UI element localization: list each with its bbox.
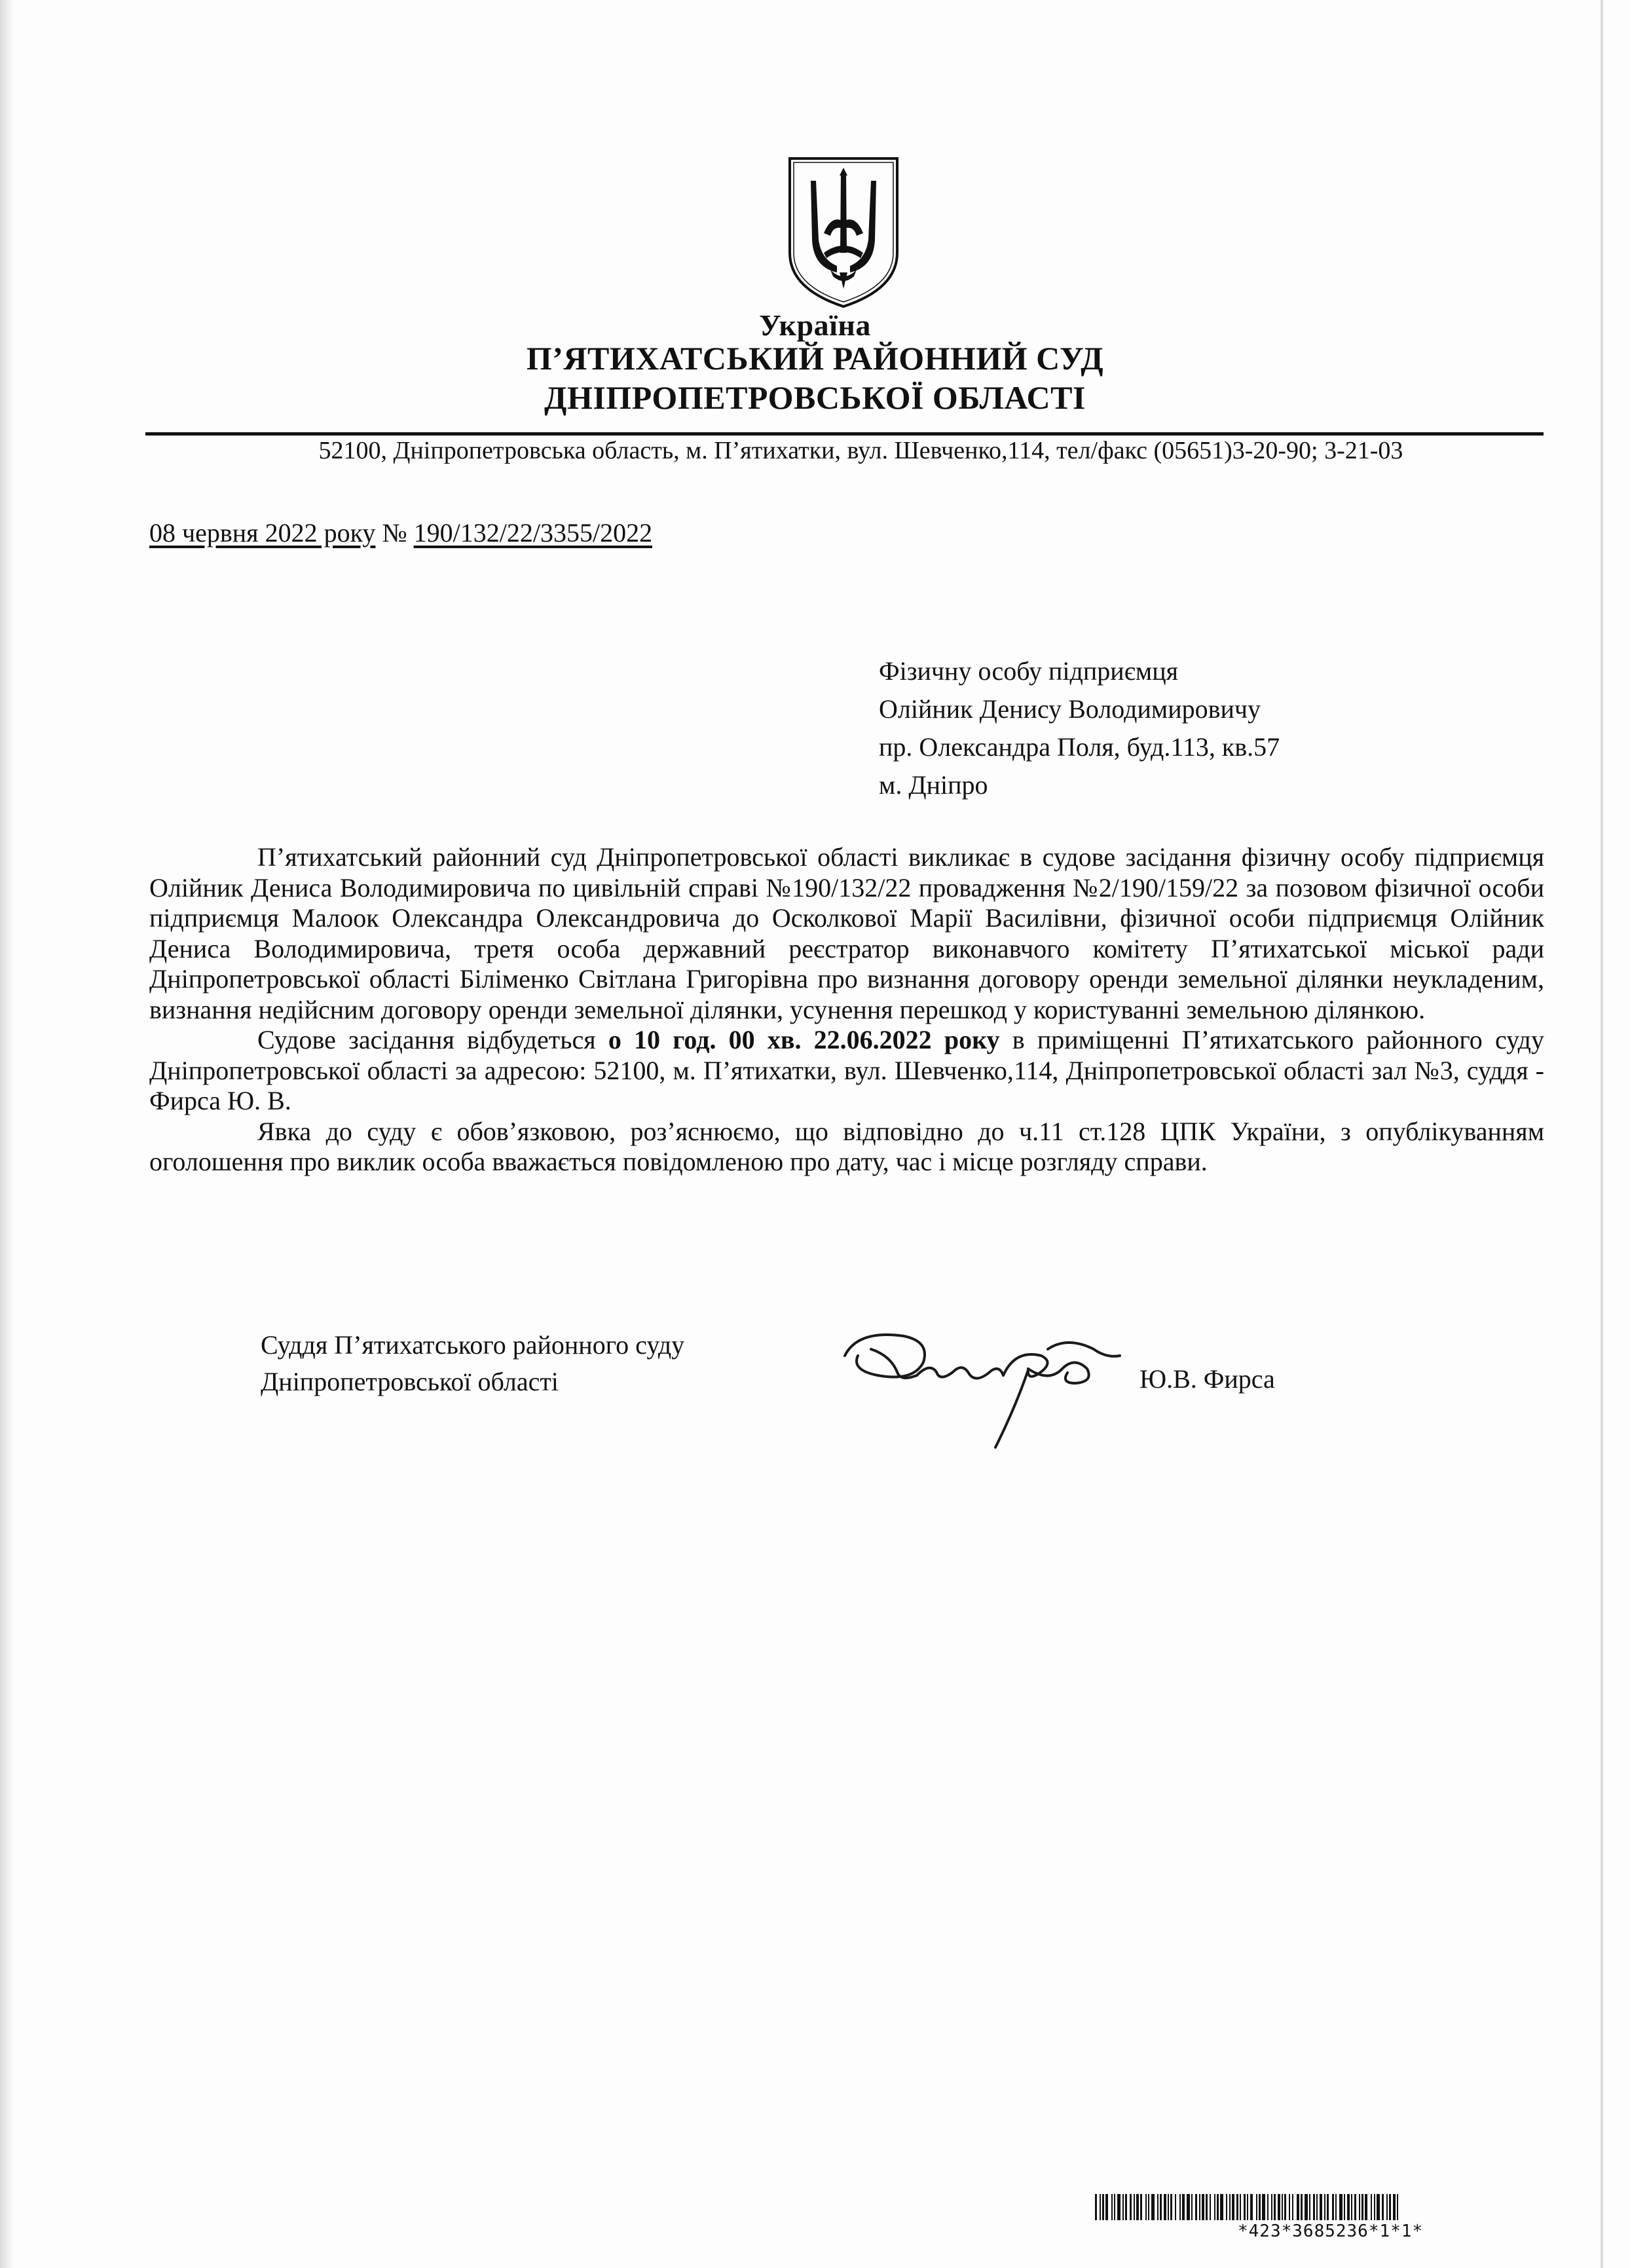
barcode-bar	[1157, 2194, 1158, 2220]
addressee-line: пр. Олександра Поля, буд.113, кв.57	[879, 732, 1280, 762]
barcode-bar	[1195, 2194, 1197, 2220]
barcode-bar	[1199, 2194, 1200, 2220]
barcode-bar	[1206, 2194, 1208, 2220]
barcode-bar	[1148, 2194, 1149, 2220]
barcode-bar	[1202, 2194, 1204, 2220]
document-number: 190/132/22/3355/2022	[413, 518, 653, 548]
barcode-bar	[1371, 2194, 1372, 2220]
trident-coat-of-arms-icon	[785, 155, 902, 310]
header-court-name: П’ЯТИХАТСЬКИЙ РАЙОННИЙ СУД	[526, 340, 1104, 377]
barcode-bar	[1210, 2194, 1211, 2220]
barcode-bar	[1354, 2194, 1356, 2220]
hearing-text-start: Судове засідання відбудеться	[257, 1025, 608, 1054]
barcode-bar	[1256, 2194, 1257, 2220]
barcode-bar	[1332, 2194, 1334, 2220]
document-reference	[149, 517, 652, 548]
barcode-bar	[1278, 2194, 1280, 2220]
barcode-bar	[1382, 2194, 1384, 2220]
signatory-name: Ю.В. Фирса	[1139, 1364, 1275, 1394]
barcode-bar	[1374, 2194, 1375, 2220]
barcode-bar	[1229, 2194, 1231, 2220]
barcode-bar	[1320, 2194, 1322, 2220]
barcode-icon	[1095, 2194, 1547, 2220]
barcode-bar	[1175, 2194, 1176, 2220]
barcode-bar	[1136, 2194, 1139, 2220]
signatory-title-line: Дніпропетровської області	[261, 1367, 559, 1396]
barcode-bar	[1122, 2194, 1124, 2220]
barcode-bar	[1095, 2194, 1097, 2220]
handwritten-signature-icon	[832, 1310, 1133, 1454]
addressee-block	[879, 652, 1280, 804]
barcode-bar	[1301, 2194, 1303, 2220]
header-address: 52100, Дніпропетровська область, м. П’ятихатки, вул. Шевченко,114, тел/факс (05651)3-20-90; 3-21-03	[318, 437, 1403, 464]
addressee-line: м. Дніпро	[879, 770, 988, 800]
document-date: 08 червня 2022 року	[149, 518, 376, 548]
barcode-bar	[1309, 2194, 1310, 2220]
barcode-bar	[1114, 2194, 1115, 2220]
barcode-bar	[1393, 2194, 1396, 2220]
barcode-bar	[1297, 2194, 1299, 2220]
barcode-bar	[1240, 2194, 1241, 2220]
barcode-bar	[1365, 2194, 1367, 2220]
barcode-bar	[1168, 2194, 1169, 2220]
barcode-bar	[1324, 2194, 1325, 2220]
barcode-bar	[1134, 2194, 1135, 2220]
barcode-bar	[1214, 2194, 1215, 2220]
barcode-bar	[1386, 2194, 1388, 2220]
document-body	[149, 842, 1544, 1178]
barcode-bar	[1292, 2194, 1293, 2220]
barcode-bar	[1351, 2194, 1352, 2220]
barcode-bar	[1217, 2194, 1219, 2220]
barcode-bar	[1140, 2194, 1142, 2220]
barcode-bar	[1259, 2194, 1261, 2220]
barcode-bar	[1130, 2194, 1132, 2220]
barcode-bar	[1105, 2194, 1108, 2220]
barcode-bar	[1247, 2194, 1248, 2220]
document-number-sign: №	[382, 518, 407, 548]
barcode-bar	[1179, 2194, 1181, 2220]
barcode-bar	[1316, 2194, 1318, 2220]
barcode-text: *423*3685236*1*1*	[1238, 2222, 1424, 2241]
barcode-bar	[1305, 2194, 1308, 2220]
barcode-bar	[1232, 2194, 1234, 2220]
barcode-bar	[1187, 2194, 1190, 2220]
barcode-bar	[1282, 2194, 1283, 2220]
body-paragraph: П’ятихатський районний суд Дніпропетровської області викликає в судове засідання фізичну особу підприємця Олійник Дениса Володимировича по цивільній справі №190/132/22 провадження №2/190/159/22 за позовом фізичної особи підприємця Малоок Олександра Олександровича до Осколкової Марії Василівни, фізичної особи підприємця Олійник Дениса Володимировича, третя особа державний реєстратор виконавчого комітету П’ятихатської міської ради Дніпропетровської області Біліменко Світлана Григорівна про визнання договору оренди земельної ділянки неукладеним, визнання недійсним договору оренди земельної ділянки, усунення перешкод у користуванні земельною ділянкою.	[149, 842, 1544, 1024]
barcode-bar	[1250, 2194, 1253, 2220]
barcode-bar	[1359, 2194, 1360, 2220]
barcode-bar	[1102, 2194, 1104, 2220]
barcode-bar	[1100, 2194, 1101, 2220]
header-region: ДНІПРОПЕТРОВСЬКОЇ ОБЛАСТІ	[544, 379, 1086, 416]
barcode-bar	[1284, 2194, 1286, 2220]
barcode-bar	[1182, 2194, 1185, 2220]
barcode-bar	[1271, 2194, 1272, 2220]
barcode-bar	[1170, 2194, 1172, 2220]
addressee-line: Фізичну особу підприємця	[879, 656, 1178, 686]
barcode-bar	[1151, 2194, 1155, 2220]
barcode-bar	[1160, 2194, 1162, 2220]
barcode-bar	[1389, 2194, 1391, 2220]
barcode-bar	[1164, 2194, 1166, 2220]
barcode-bar	[1313, 2194, 1315, 2220]
barcode-bar	[1347, 2194, 1350, 2220]
hearing-text-end: в приміщенні П’ятихатського районного суду Дніпропетровської області за адресою: 52100, м. П’ятихатки, вул. Шевченко,114, Дніпропетровської області зал №3, суддя - Фирса Ю. В.	[149, 1025, 1544, 1115]
barcode-bar	[1361, 2194, 1363, 2220]
signatory-title	[261, 1327, 684, 1400]
barcode-bar	[1191, 2194, 1193, 2220]
barcode-bar	[1335, 2194, 1337, 2220]
header-divider	[145, 432, 1544, 436]
barcode-bar	[1145, 2194, 1147, 2220]
barcode-bar	[1111, 2194, 1113, 2220]
barcode-bar	[1289, 2194, 1290, 2220]
barcode-bar	[1274, 2194, 1276, 2220]
header-country: Україна	[759, 308, 871, 342]
barcode-bar	[1267, 2194, 1269, 2220]
signatory-title-line: Суддя П’ятихатського районного суду	[261, 1330, 685, 1360]
barcode-bar	[1236, 2194, 1238, 2220]
barcode-bar	[1262, 2194, 1265, 2220]
barcode-bar	[1226, 2194, 1227, 2220]
barcode-bar	[1397, 2194, 1398, 2220]
hearing-datetime: о 10 год. 00 хв. 22.06.2022 року	[608, 1025, 1000, 1054]
barcode-bar	[1125, 2194, 1127, 2220]
barcode-bar	[1117, 2194, 1121, 2220]
barcode-bar	[1339, 2194, 1343, 2220]
barcode-bar	[1377, 2194, 1380, 2220]
body-paragraph	[149, 1025, 1544, 1117]
body-paragraph: Явка до суду є обов’язковою, роз’яснюємо, що відповідно до ч.11 ст.128 ЦПК України, з опублікуванням оголошення про виклик особа вважається повідомленою про дату, час і місце розгляду справи.	[149, 1116, 1544, 1176]
barcode-bar	[1244, 2194, 1246, 2220]
barcode-bar	[1220, 2194, 1223, 2220]
addressee-line: Олійник Денису Володимировичу	[879, 694, 1261, 724]
barcode-bar	[1344, 2194, 1345, 2220]
barcode-bar	[1327, 2194, 1329, 2220]
